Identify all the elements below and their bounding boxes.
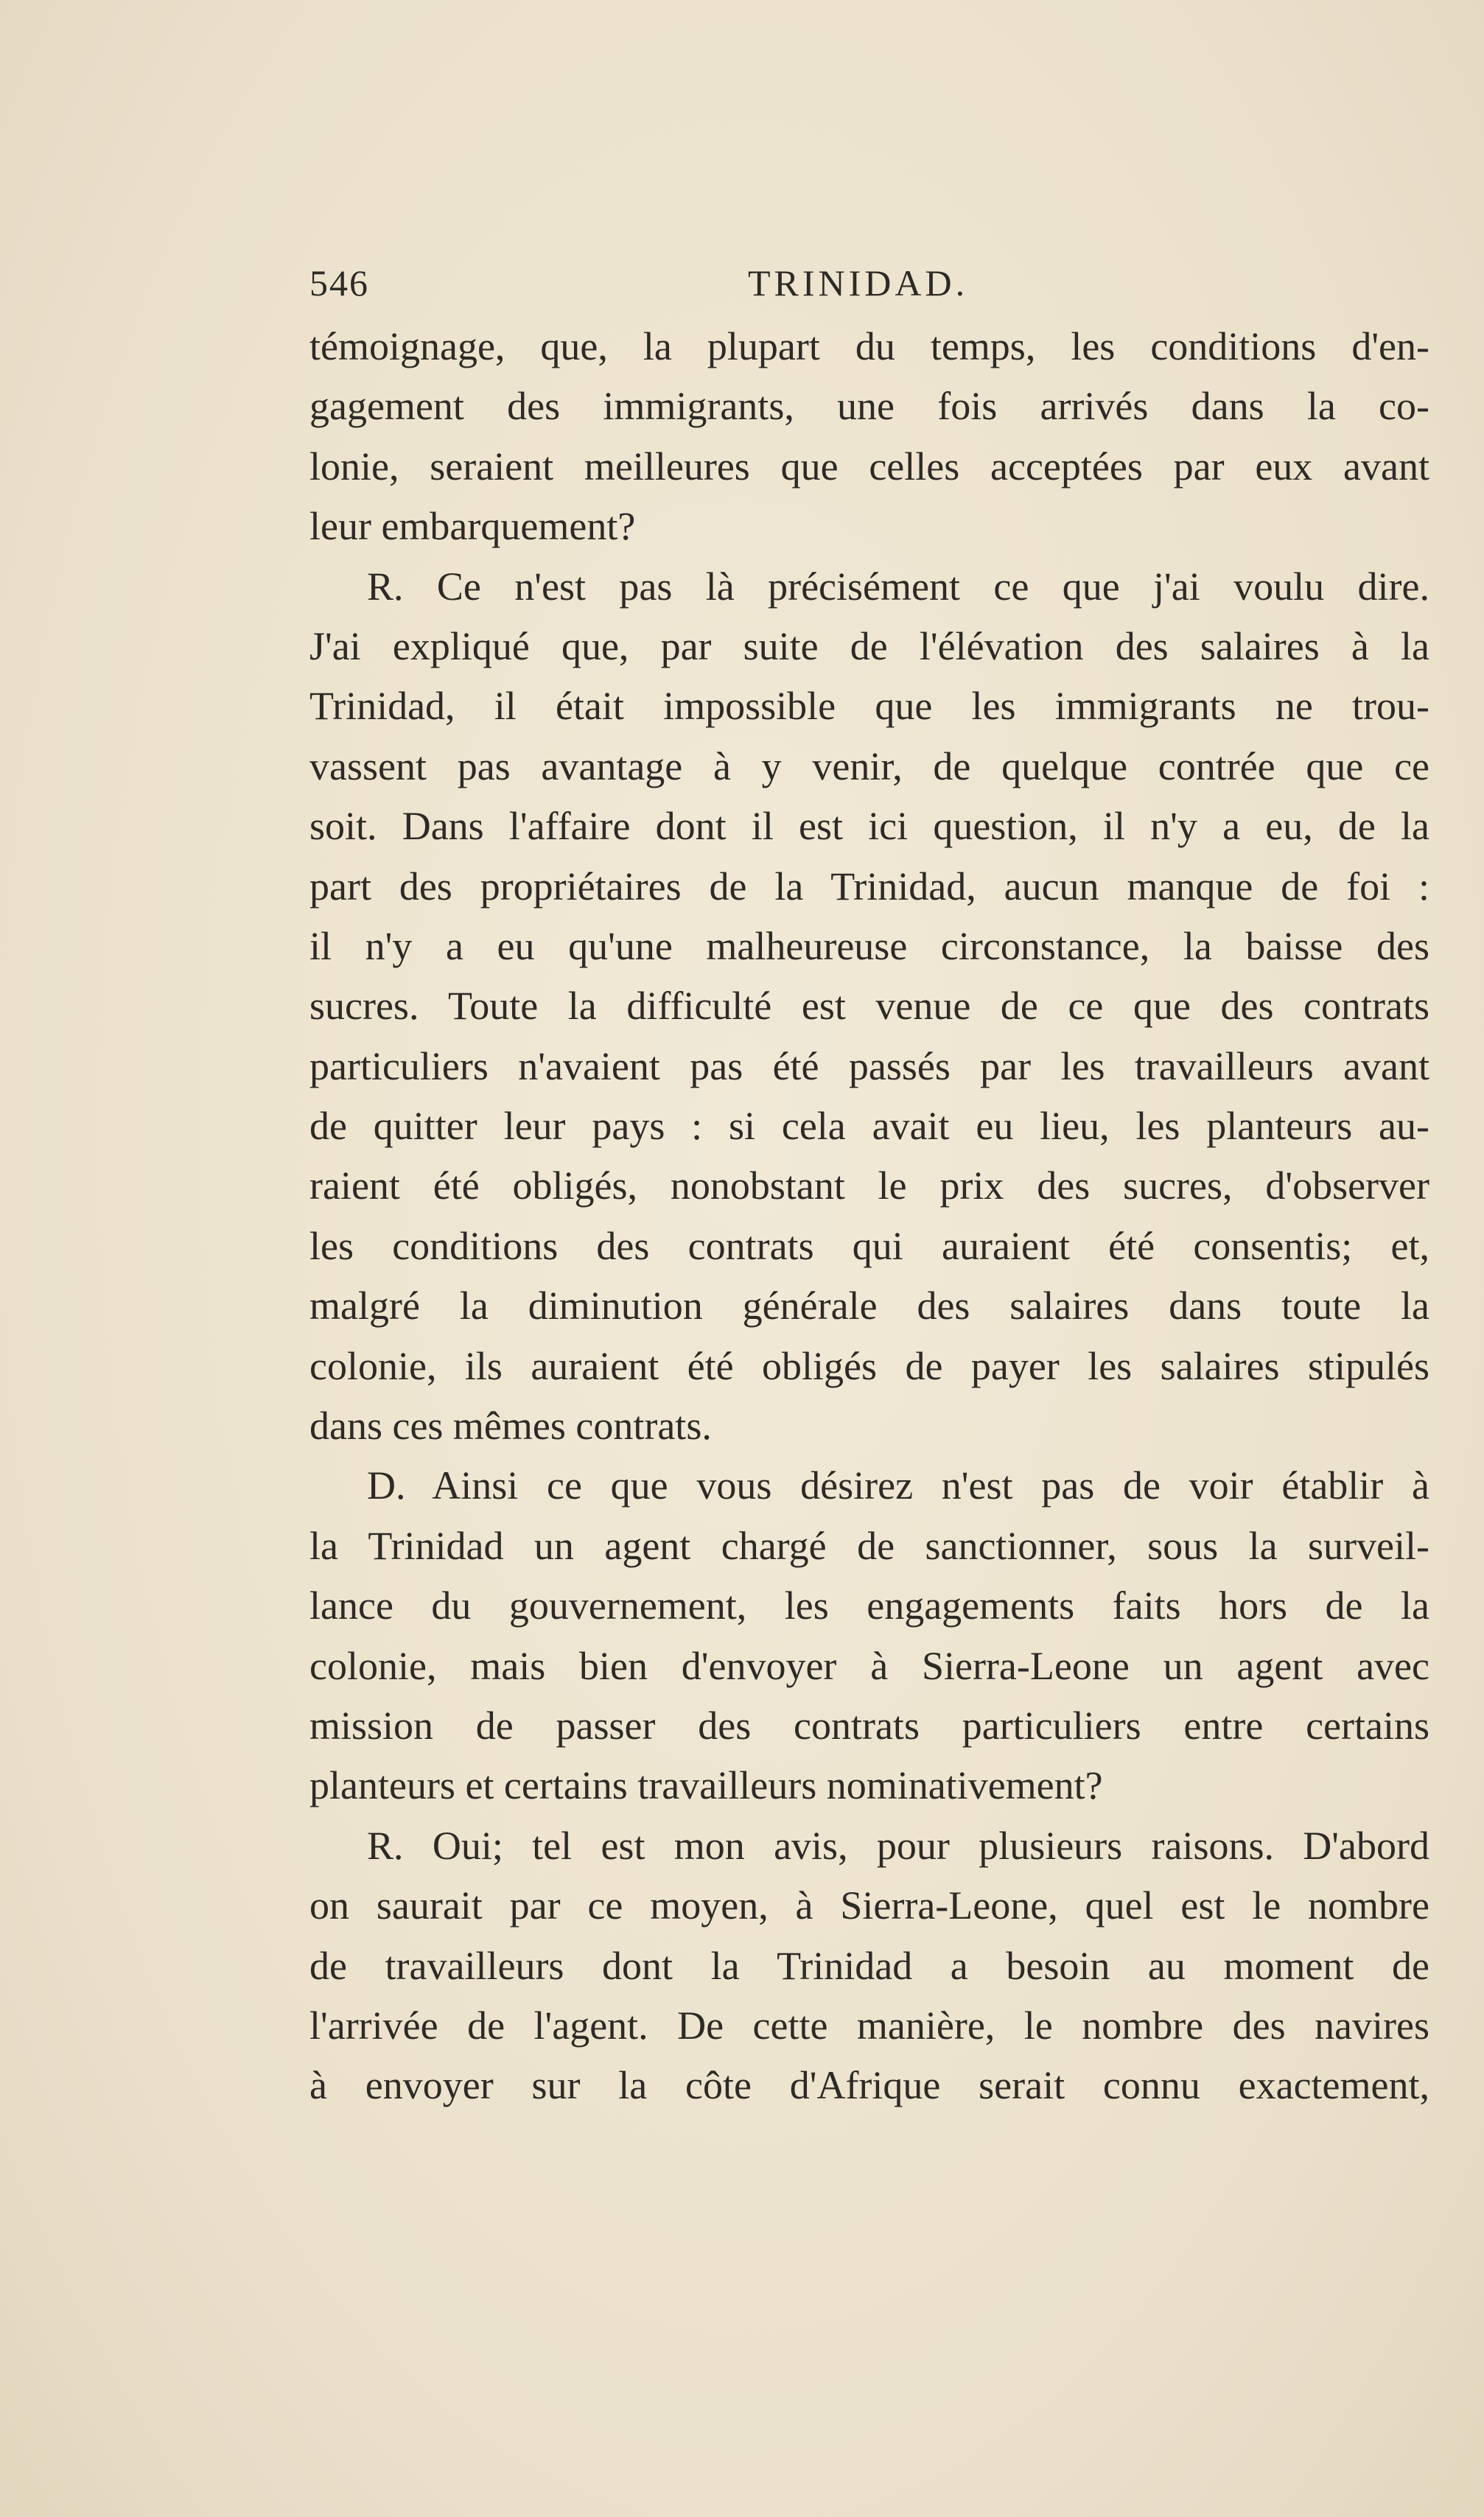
text-line: gagement des immigrants, une fois arrivés dans la co- bbox=[309, 384, 1429, 429]
body-text bbox=[309, 317, 1429, 2116]
text-line: il n'y a eu qu'une malheureuse circonstance, la baisse des bbox=[309, 923, 1429, 968]
text-line: colonie, ils auraient été obligés de payer les salaires stipulés bbox=[309, 1343, 1429, 1388]
page-number: 546 bbox=[309, 262, 369, 304]
text-line: l'arrivée de l'agent. De cette manière, le nombre des navires bbox=[309, 2003, 1429, 2048]
text-line: témoignage, que, la plupart du temps, les conditions d'en- bbox=[309, 324, 1429, 368]
text-line: de quitter leur pays : si cela avait eu lieu, les planteurs au- bbox=[309, 1104, 1429, 1149]
text-line: lance du gouvernement, les engagements faits hors de la bbox=[309, 1583, 1429, 1628]
text-line: planteurs et certains travailleurs nominativement? bbox=[309, 1763, 1103, 1808]
text-line: à envoyer sur la côte d'Afrique serait connu exactement, bbox=[309, 2063, 1429, 2108]
text-line: R. Ce n'est pas là précisément ce que j'ai voulu dire. bbox=[367, 564, 1429, 609]
text-line: raient été obligés, nonobstant le prix des sucres, d'observer bbox=[309, 1163, 1429, 1208]
text-line: colonie, mais bien d'envoyer à Sierra-Leone un agent avec bbox=[309, 1643, 1429, 1688]
text-line: leur embarquement? bbox=[309, 504, 636, 549]
text-line: R. Oui; tel est mon avis, pour plusieurs raisons. D'abord bbox=[367, 1823, 1429, 1868]
text-line: soit. Dans l'affaire dont il est ici question, il n'y a eu, de la bbox=[309, 804, 1429, 849]
text-line: les conditions des contrats qui auraient été consentis; et, bbox=[309, 1223, 1429, 1268]
text-line: dans ces mêmes contrats. bbox=[309, 1404, 712, 1449]
text-line: la Trinidad un agent chargé de sanctionner, sous la surveil- bbox=[309, 1523, 1429, 1568]
running-head bbox=[309, 262, 1429, 313]
text-line: malgré la diminution générale des salaires dans toute la bbox=[309, 1284, 1429, 1328]
text-line: J'ai expliqué que, par suite de l'élévation des salaires à la bbox=[309, 623, 1429, 668]
text-line: vassent pas avantage à y venir, de quelque contrée que ce bbox=[309, 743, 1429, 788]
running-title: TRINIDAD. bbox=[748, 262, 969, 304]
text-line: D. Ainsi ce que vous désirez n'est pas de voir établir à bbox=[367, 1463, 1429, 1508]
text-line: mission de passer des contrats particuliers entre certains bbox=[309, 1703, 1429, 1748]
text-line: part des propriétaires de la Trinidad, aucun manque de foi : bbox=[309, 864, 1429, 909]
text-line: particuliers n'avaient pas été passés par les travailleurs avant bbox=[309, 1043, 1429, 1088]
text-line: sucres. Toute la difficulté est venue de ce que des contrats bbox=[309, 984, 1429, 1029]
text-line: on saurait par ce moyen, à Sierra-Leone, quel est le nombre bbox=[309, 1883, 1429, 1928]
text-line: de travailleurs dont la Trinidad a besoin au moment de bbox=[309, 1943, 1429, 1988]
text-line: Trinidad, il était impossible que les immigrants ne trou- bbox=[309, 684, 1429, 729]
text-line: lonie, seraient meilleures que celles acceptées par eux avant bbox=[309, 444, 1429, 489]
